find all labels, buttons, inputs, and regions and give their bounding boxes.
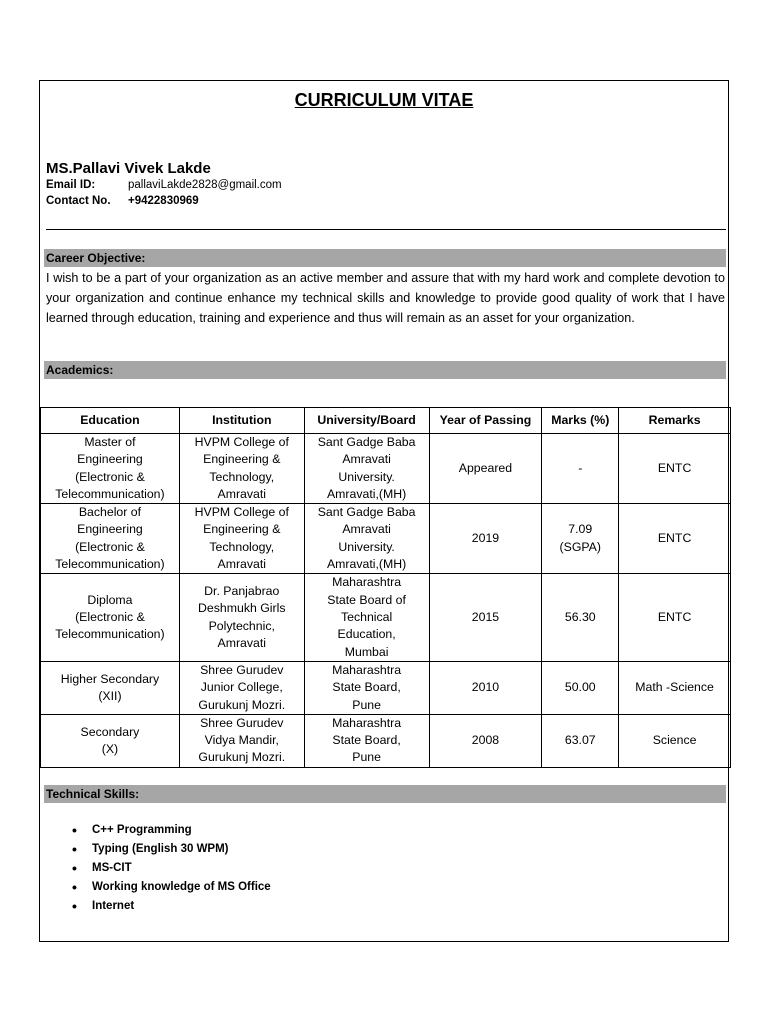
- cell-line: Mumbai: [344, 644, 389, 659]
- table-row: [41, 661, 731, 714]
- cell-remarks: [619, 661, 731, 714]
- technical-skills-heading: Technical Skills:: [44, 785, 726, 803]
- cell-line: Amravati,(MH): [326, 557, 407, 572]
- cell-marks: [542, 504, 619, 574]
- cv-page: [39, 80, 729, 942]
- cell-line: (Electronic &: [75, 539, 145, 554]
- cell-year: [429, 434, 542, 504]
- column-header: Education: [41, 408, 180, 434]
- cell-line: Higher Secondary: [60, 671, 160, 686]
- cell-line: Junior College,: [200, 680, 283, 695]
- cell-line: Engineering: [77, 452, 143, 467]
- cell-year: [429, 574, 542, 661]
- list-item: • Working knowledge of MS Office: [72, 878, 271, 897]
- column-header: Remarks: [619, 408, 731, 434]
- email-value: pallaviLakde2828@gmail.com: [128, 179, 282, 191]
- cell-line: Maharashtra: [332, 662, 402, 677]
- cell-line: Amravati: [217, 557, 267, 572]
- cell-education: [41, 661, 180, 714]
- cell-line: Science: [652, 733, 697, 748]
- table-row: [41, 504, 731, 574]
- cell-year: [429, 661, 542, 714]
- career-objective-text: I wish to be a part of your organization as an active member and assure that with my hard work and complete devotion to your organization and continue enhance my technical skills and knowledge to provide good quality of work that I have learned through education, training and experience and thus will remain as an asset for your organization.: [46, 271, 725, 325]
- cell-line: University.: [338, 469, 395, 484]
- email-label: Email ID:: [46, 179, 96, 191]
- cell-line: Maharashtra: [332, 575, 402, 590]
- column-header: Year of Passing: [429, 408, 542, 434]
- cell-line: Dr. Panjabrao: [204, 584, 280, 599]
- cell-line: ENTC: [657, 609, 692, 624]
- cell-line: Deshmukh Girls: [198, 601, 286, 616]
- cell-remarks: [619, 434, 731, 504]
- cell-institution: [179, 574, 304, 661]
- cell-remarks: [619, 504, 731, 574]
- cell-line: Vidya Mandir,: [204, 733, 279, 748]
- contact-row: [46, 195, 199, 207]
- cell-line: Education,: [337, 627, 396, 642]
- cell-line: Engineering &: [203, 522, 281, 537]
- cell-marks: [542, 574, 619, 661]
- cell-education: [41, 574, 180, 661]
- cell-line: State Board,: [332, 733, 401, 748]
- cell-education: [41, 504, 180, 574]
- cell-line: 2008: [471, 733, 500, 748]
- contact-value: +9422830969: [128, 195, 199, 207]
- list-item: • C++ Programming: [72, 821, 271, 840]
- email-row: [46, 179, 282, 191]
- cell-line: HVPM College of: [194, 435, 289, 449]
- cell-line: State Board,: [332, 680, 401, 695]
- cell-line: Sant Gadge Baba: [317, 505, 416, 520]
- cell-institution: [179, 434, 304, 504]
- cell-line: Engineering &: [203, 452, 281, 467]
- table-header-row: [41, 408, 731, 434]
- skills-list: [72, 821, 271, 916]
- cell-board: [304, 714, 429, 767]
- cell-line: Technology,: [209, 469, 275, 484]
- cell-line: 2010: [471, 680, 500, 695]
- cell-line: Shree Gurudev: [200, 715, 284, 730]
- cell-line: ENTC: [657, 531, 692, 546]
- academics-body: [41, 434, 731, 768]
- cell-year: [429, 504, 542, 574]
- cell-line: Master of: [84, 435, 136, 449]
- header-divider: [46, 229, 726, 230]
- cell-line: Pune: [352, 750, 381, 765]
- cell-line: Polytechnic,: [208, 618, 275, 633]
- contact-label: Contact No.: [46, 195, 111, 207]
- cell-line: Amravati,(MH): [326, 486, 407, 501]
- cell-line: 56.30: [564, 609, 596, 624]
- cell-board: [304, 504, 429, 574]
- cell-line: ENTC: [657, 460, 692, 475]
- cell-institution: [179, 504, 304, 574]
- table-row: [41, 434, 731, 504]
- cell-line: 7.09: [568, 522, 593, 537]
- cell-line: Appeared: [458, 460, 513, 475]
- cell-line: University.: [338, 539, 395, 554]
- cell-line: Secondary: [80, 724, 140, 739]
- cell-marks: [542, 661, 619, 714]
- document-title: CURRICULUM VITAE: [294, 90, 474, 110]
- cell-line: Telecommunication): [55, 627, 165, 642]
- cell-line: 2019: [471, 531, 500, 546]
- cell-line: Amravati: [342, 522, 391, 537]
- cell-line: (Electronic &: [75, 609, 145, 624]
- cell-line: -: [578, 460, 583, 475]
- cell-remarks: [619, 574, 731, 661]
- academics-table: [40, 407, 731, 768]
- list-item: • Typing (English 30 WPM): [72, 840, 271, 859]
- cell-line: (SGPA): [559, 539, 601, 554]
- cell-line: Bachelor of: [78, 505, 142, 520]
- cell-institution: [179, 714, 304, 767]
- cell-board: [304, 434, 429, 504]
- cell-line: Pune: [352, 697, 381, 712]
- cell-marks: [542, 434, 619, 504]
- cell-year: [429, 714, 542, 767]
- cell-line: (Electronic &: [75, 469, 145, 484]
- cell-line: Amravati: [217, 486, 267, 501]
- list-item: • MS-CIT: [72, 859, 271, 878]
- cell-line: Technology,: [209, 539, 275, 554]
- cell-institution: [179, 661, 304, 714]
- column-header: Marks (%): [542, 408, 619, 434]
- cell-line: State Board of: [327, 592, 406, 607]
- cell-line: 63.07: [564, 733, 596, 748]
- cell-line: Diploma: [87, 592, 133, 607]
- cell-line: 2015: [471, 609, 500, 624]
- cell-line: Technical: [340, 609, 393, 624]
- cell-line: Gurukunj Mozri.: [198, 697, 286, 712]
- career-objective-heading: Career Objective:: [44, 249, 726, 267]
- cell-line: Shree Gurudev: [200, 662, 284, 677]
- cell-line: Telecommunication): [55, 557, 165, 572]
- cell-line: (XII): [98, 688, 122, 703]
- table-row: [41, 574, 731, 661]
- list-item: • Internet: [72, 897, 271, 916]
- cell-education: [41, 434, 180, 504]
- cell-line: Gurukunj Mozri.: [198, 750, 286, 765]
- cell-line: HVPM College of: [194, 505, 289, 520]
- cell-board: [304, 661, 429, 714]
- cell-remarks: [619, 714, 731, 767]
- cell-line: Sant Gadge Baba: [317, 435, 416, 449]
- cell-line: Amravati: [217, 635, 267, 650]
- cell-line: Engineering: [77, 522, 143, 537]
- cell-line: Math -Science: [635, 680, 714, 695]
- cell-line: Telecommunication): [55, 486, 165, 501]
- cell-line: Amravati: [342, 452, 391, 467]
- cell-education: [41, 714, 180, 767]
- table-row: [41, 714, 731, 767]
- cell-line: Maharashtra: [332, 715, 402, 730]
- cell-line: (X): [101, 741, 119, 756]
- column-header: University/Board: [304, 408, 429, 434]
- academics-heading: Academics:: [44, 361, 726, 379]
- column-header: Institution: [179, 408, 304, 434]
- candidate-name: MS.Pallavi Vivek Lakde: [46, 160, 211, 177]
- cell-marks: [542, 714, 619, 767]
- cell-line: 50.00: [564, 680, 596, 695]
- cell-board: [304, 574, 429, 661]
